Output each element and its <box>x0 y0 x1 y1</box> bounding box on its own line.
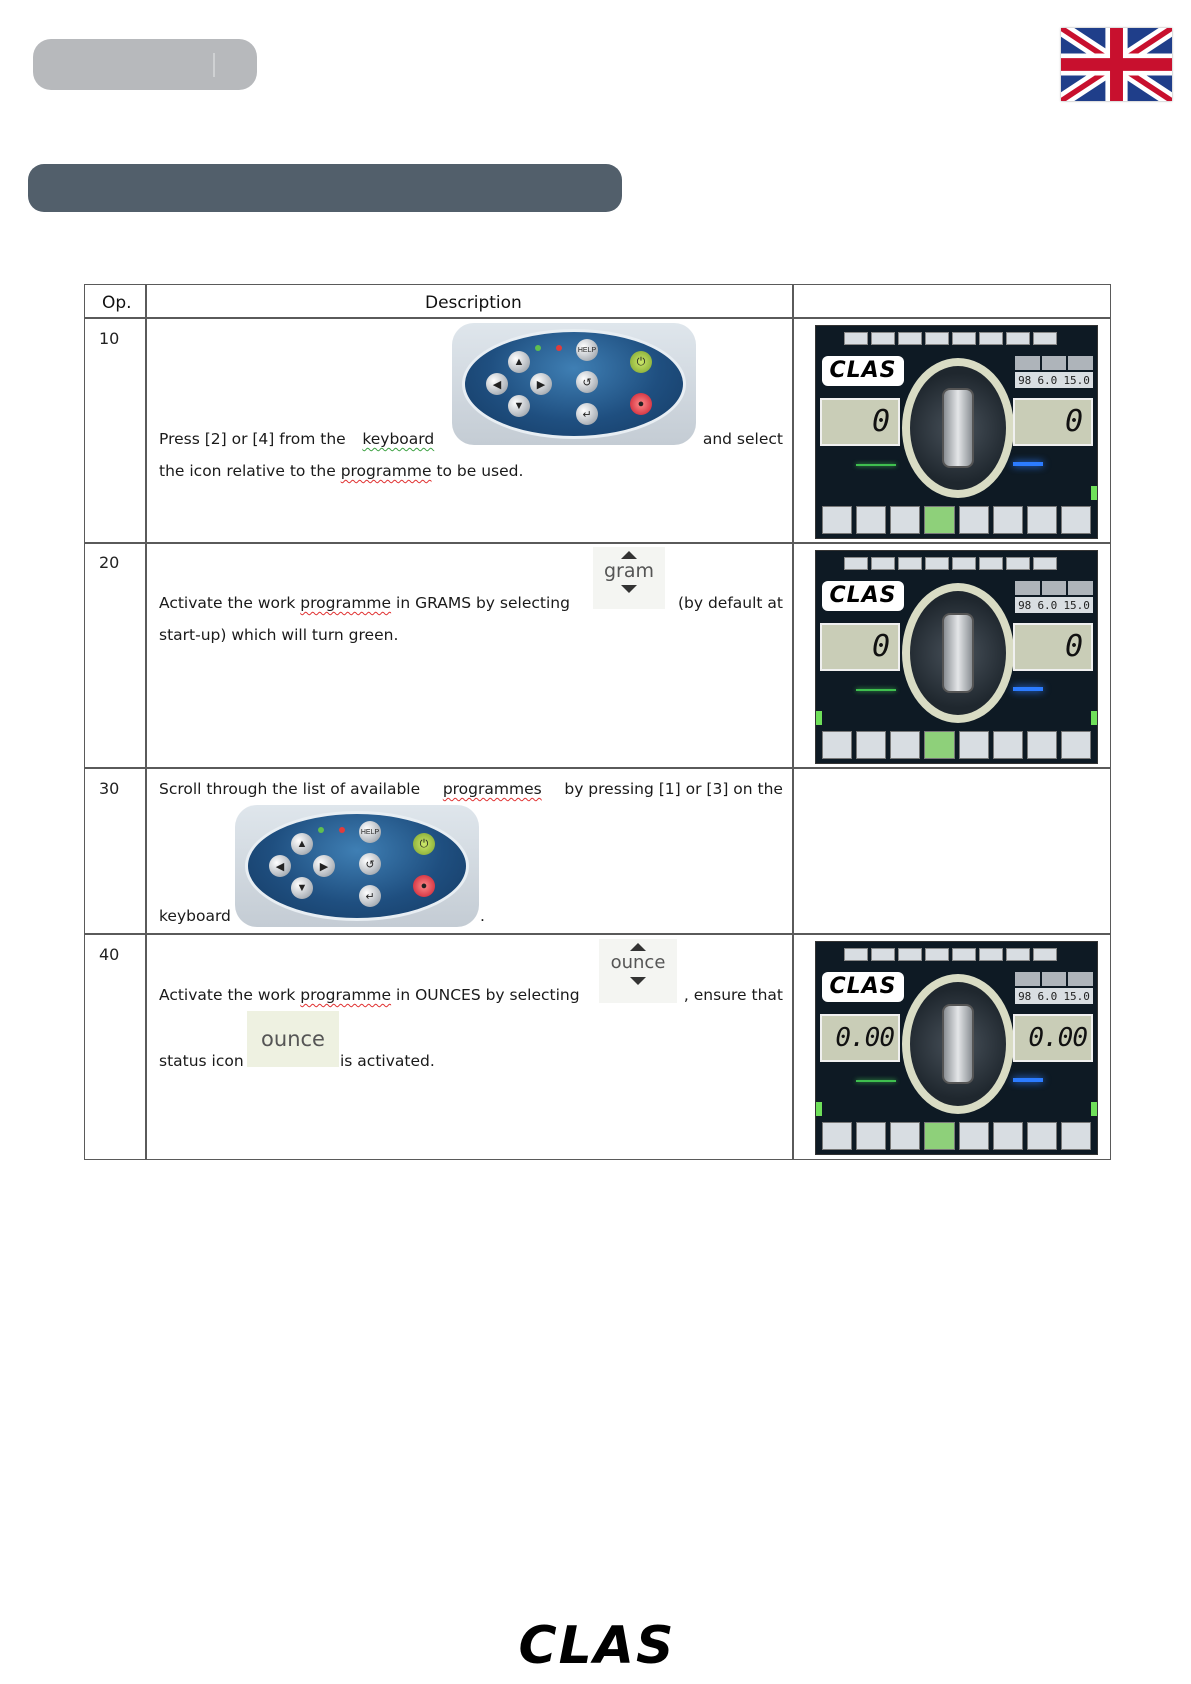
text-segment: Activate the work <box>159 594 296 612</box>
keyboard-image <box>235 805 479 927</box>
op-number: 30 <box>99 779 120 798</box>
screen-bottom-toolbar <box>822 1122 1091 1150</box>
text-segment: Activate the work <box>159 986 296 1004</box>
row-description <box>159 773 783 805</box>
procedure-table <box>84 284 1111 1160</box>
description-line <box>159 979 783 1011</box>
row-description <box>159 423 783 487</box>
key-back-icon: ↺ <box>576 371 598 393</box>
blue-glow <box>1013 687 1043 691</box>
text-segment: is activated. <box>340 1052 435 1070</box>
row-divider <box>85 317 1110 319</box>
key-enter-icon: ↵ <box>576 403 598 425</box>
arrow-up-icon <box>621 551 637 559</box>
key-start-icon: ⏻ <box>413 833 435 855</box>
key-right-icon: ▶ <box>313 855 335 877</box>
machine-screen <box>815 550 1098 764</box>
row-description-line2 <box>159 1045 244 1077</box>
clas-footer-logo <box>497 1615 697 1675</box>
scroll-right-icon <box>1091 1102 1097 1116</box>
dim-value: 15.0 <box>1063 598 1090 612</box>
dim-value: 98 <box>1018 373 1032 387</box>
key-up-icon: ▲ <box>291 833 313 855</box>
dim-value: 15.0 <box>1063 373 1090 387</box>
screen-bottom-toolbar <box>822 731 1091 759</box>
tyre-icon <box>942 388 974 468</box>
key-start-icon: ⏻ <box>630 351 652 373</box>
dim-value: 6.0 <box>1037 598 1058 612</box>
row-description-line2 <box>159 900 231 932</box>
text-segment: (by default at <box>677 594 783 612</box>
row-divider <box>85 767 1110 769</box>
text-segment: Press [2] or [4] from the <box>159 430 346 448</box>
description-line <box>159 423 783 455</box>
keyboard-link: keyboard <box>362 430 435 448</box>
uk-flag-icon <box>1061 28 1172 101</box>
key-help-icon: HELP <box>359 821 381 843</box>
tyre-icon <box>942 613 974 693</box>
row-description <box>159 979 783 1011</box>
led-green <box>535 345 541 351</box>
screen-top-toolbar <box>844 948 1057 962</box>
col-divider <box>792 285 794 1159</box>
screen-top-toolbar <box>844 332 1057 346</box>
key-help-icon: HELP <box>576 339 598 361</box>
machine-screen <box>815 325 1098 539</box>
arrow-up-icon <box>630 943 646 951</box>
row-description-line2-end <box>340 1045 435 1077</box>
op-number: 10 <box>99 329 120 348</box>
green-glow <box>856 689 896 691</box>
dim-value: 15.0 <box>1063 989 1090 1003</box>
ounce-status-icon: ounce <box>247 1011 339 1067</box>
screen-top-toolbar <box>844 557 1057 571</box>
scroll-left-icon <box>816 711 822 725</box>
key-back-icon: ↺ <box>359 853 381 875</box>
key-stop-icon: ● <box>630 393 652 415</box>
right-weight-display: 0.00 <box>1013 1014 1093 1062</box>
text-segment: by pressing [1] or [3] on the <box>564 780 783 798</box>
screen-dim-icons <box>1015 581 1093 595</box>
green-glow <box>856 1080 896 1082</box>
scroll-right-icon <box>1091 711 1097 725</box>
left-weight-display: 0 <box>820 623 900 671</box>
dim-value: 6.0 <box>1037 989 1058 1003</box>
text-segment: to be used. <box>436 462 524 480</box>
key-left-icon: ◀ <box>269 855 291 877</box>
key-down-icon: ▼ <box>291 877 313 899</box>
blue-glow <box>1013 462 1043 466</box>
right-weight-display: 0 <box>1013 623 1093 671</box>
text-segment: . <box>480 907 485 925</box>
column-header-description: Description <box>425 293 522 313</box>
description-line <box>159 587 783 619</box>
key-stop-icon: ● <box>413 875 435 897</box>
description-line <box>159 455 783 487</box>
led-red <box>339 827 345 833</box>
programmes-link: programmes <box>442 780 542 798</box>
key-left-icon: ◀ <box>486 373 508 395</box>
scroll-right-icon <box>1091 486 1097 500</box>
screen-bottom-toolbar <box>822 506 1091 534</box>
row-description <box>159 587 783 651</box>
dim-value: 6.0 <box>1037 373 1058 387</box>
key-right-icon: ▶ <box>530 373 552 395</box>
text-segment: the icon relative to the <box>159 462 336 480</box>
screen-brand-logo: CLAS <box>822 972 904 1002</box>
scroll-left-icon <box>816 1102 822 1116</box>
screen-dim-icons <box>1015 972 1093 986</box>
text-segment: status icon <box>159 1052 244 1070</box>
description-line: start-up) which will turn green. <box>159 626 399 644</box>
right-weight-display: 0 <box>1013 398 1093 446</box>
programme-link: programme <box>300 986 392 1004</box>
left-weight-display: 0.00 <box>820 1014 900 1062</box>
op-number: 40 <box>99 945 120 964</box>
text-segment <box>159 979 580 1011</box>
tyre-icon <box>942 1004 974 1084</box>
screen-dimensions <box>1015 372 1093 388</box>
screen-brand-logo: CLAS <box>822 581 904 611</box>
text-segment: and select <box>702 430 783 448</box>
text-segment <box>159 587 570 619</box>
pill-divider <box>213 53 215 77</box>
selector-label: gram <box>603 560 655 582</box>
row-divider <box>85 933 1110 935</box>
machine-screen <box>815 941 1098 1155</box>
green-glow <box>856 464 896 466</box>
led-red <box>556 345 562 351</box>
op-number: 20 <box>99 553 120 572</box>
row-description-end <box>480 900 485 932</box>
dim-value: 98 <box>1018 598 1032 612</box>
left-weight-display: 0 <box>820 398 900 446</box>
key-up-icon: ▲ <box>508 351 530 373</box>
programme-link: programme <box>340 462 432 480</box>
text-segment: in GRAMS by selecting <box>396 594 570 612</box>
dim-value: 98 <box>1018 989 1032 1003</box>
col-divider <box>145 285 147 1159</box>
column-header-op: Op. <box>102 293 132 313</box>
text-segment: , ensure that <box>683 986 783 1004</box>
screen-dim-icons <box>1015 356 1093 370</box>
led-green <box>318 827 324 833</box>
text-segment: Scroll through the list of available <box>159 780 421 798</box>
description-line <box>159 773 783 805</box>
screen-dimensions <box>1015 597 1093 613</box>
screen-dimensions <box>1015 988 1093 1004</box>
text-segment: keyboard <box>159 907 231 925</box>
section-title-bar <box>28 164 622 212</box>
programme-link: programme <box>300 594 392 612</box>
header-tab-pill <box>33 39 257 90</box>
blue-glow <box>1013 1078 1043 1082</box>
key-enter-icon: ↵ <box>359 885 381 907</box>
text-segment: in OUNCES by selecting <box>396 986 580 1004</box>
row-divider <box>85 542 1110 544</box>
key-down-icon: ▼ <box>508 395 530 417</box>
screen-brand-logo: CLAS <box>822 356 904 386</box>
svg-text:CLAS: CLAS <box>518 1616 676 1675</box>
selector-label: ounce <box>610 952 666 973</box>
